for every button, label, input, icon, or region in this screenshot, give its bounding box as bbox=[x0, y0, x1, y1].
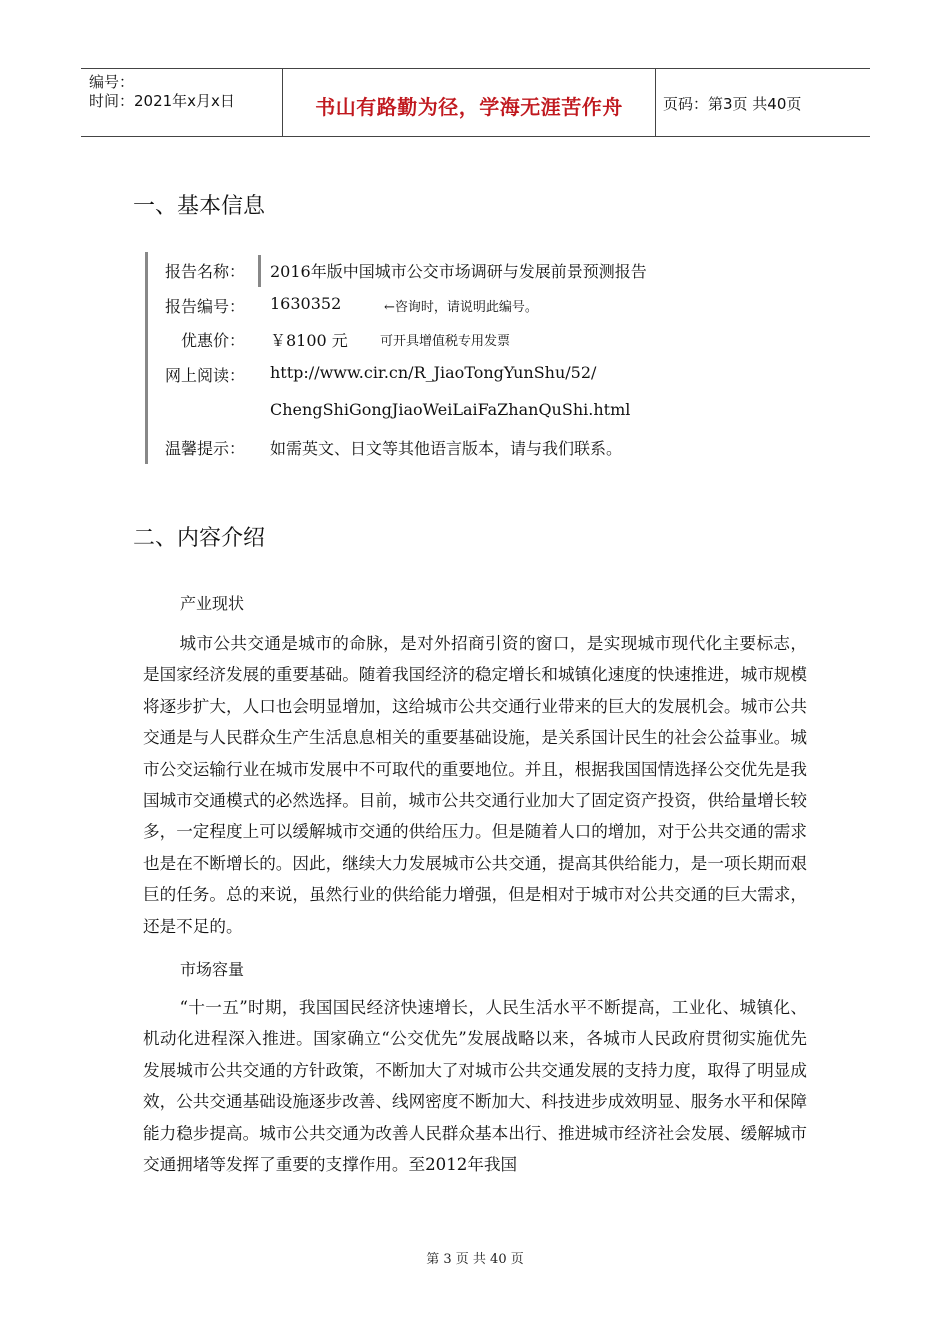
doc-number-label: 编号： bbox=[89, 73, 135, 91]
info-label-url: 网上阅读： bbox=[165, 366, 246, 385]
section-heading-basic-info: 一、基本信息 bbox=[133, 194, 266, 219]
header-page-cell bbox=[655, 69, 870, 136]
header-page-info: 页码：第3页 共40页 bbox=[663, 95, 802, 113]
info-value-name: 2016年版中国城市公交市场调研与发展前景预测报告 bbox=[270, 262, 647, 281]
page-header bbox=[81, 68, 870, 137]
paragraph-industry-status: 城市公共交通是城市的命脉，是对外招商引资的窗口，是实现城市现代化主要标志，是国家经济发展的重要基础。随着我国经济的稳定增长和城镇化速度的快速推进，城市规模将逐步扩大，人口也会明显增加，这给城市公共交通行业带来的巨大的发展机会。城市公共交通是与人民群众生产生活息息相关的重要基础设施，是关系国计民生的社会公益事业。城市公交运输行业在城市发展中不可取代的重要地位。并且，根据我国国情选择公交优先是我国城市交通模式的必然选择。目前，城市公共交通行业加大了固定资产投资，供给量增长较多，一定程度上可以缓解城市交通的供给压力。但是随着人口的增加，对于公共交通的需求也是在不断增长的。因此，继续大力发展城市公共交通，提高其供给能力，是一项长期而艰巨的任务。总的来说，虽然行业的供给能力增强，但是相对于城市对公共交通的巨大需求，还是不足的。 bbox=[143, 634, 807, 936]
info-value-price: ￥8100 元 bbox=[270, 331, 348, 350]
info-note-code: ←咨询时，请说明此编号。 bbox=[384, 300, 538, 315]
info-title-bar bbox=[258, 255, 261, 287]
info-value-url-line2[interactable]: ChengShiGongJiaoWeiLaiFaZhanQuShi.html bbox=[270, 400, 631, 419]
doc-date: 时间：2021年x月x日 bbox=[89, 92, 235, 110]
info-value-code: 1630352 bbox=[270, 294, 342, 313]
page-footer: 第 3 页 共 40 页 bbox=[426, 1252, 524, 1267]
info-label-name: 报告名称： bbox=[165, 262, 246, 281]
section-heading-content: 二、内容介绍 bbox=[133, 526, 266, 551]
info-note-price: 可开具增值税专用发票 bbox=[380, 334, 511, 349]
info-label-code: 报告编号： bbox=[165, 297, 246, 316]
header-meta-cell bbox=[81, 69, 281, 136]
info-label-price: 优惠价： bbox=[181, 331, 246, 350]
subheading-market-size: 市场容量 bbox=[180, 960, 245, 979]
info-value-tip: 如需英文、日文等其他语言版本，请与我们联系。 bbox=[270, 439, 623, 458]
info-label-tip: 温馨提示： bbox=[165, 439, 246, 458]
header-motto-cell bbox=[282, 69, 656, 136]
paragraph-market-size: “十一五”时期，我国国民经济快速增长，人民生活水平不断提高，工业化、城镇化、机动化进程深入推进。国家确立“公交优先”发展战略以来，各城市人民政府贯彻实施优先发展城市公共交通的方针政策，不断加大了对城市公共交通发展的支持力度，取得了明显成效，公共交通基础设施逐步改善、线网密度不断加大、科技进步成效明显、服务水平和保障能力稳步提高。城市公共交通为改善人民群众基本出行、推进城市经济社会发展、缓解城市交通拥堵等发挥了重要的支撑作用。至2012年我国 bbox=[143, 998, 807, 1175]
info-left-bar bbox=[145, 252, 148, 464]
info-value-url-line1[interactable]: http://www.cir.cn/R_JiaoTongYunShu/52/ bbox=[270, 363, 597, 382]
header-motto: 书山有路勤为径，学海无涯苦作舟 bbox=[315, 95, 623, 119]
subheading-industry-status: 产业现状 bbox=[180, 594, 245, 613]
